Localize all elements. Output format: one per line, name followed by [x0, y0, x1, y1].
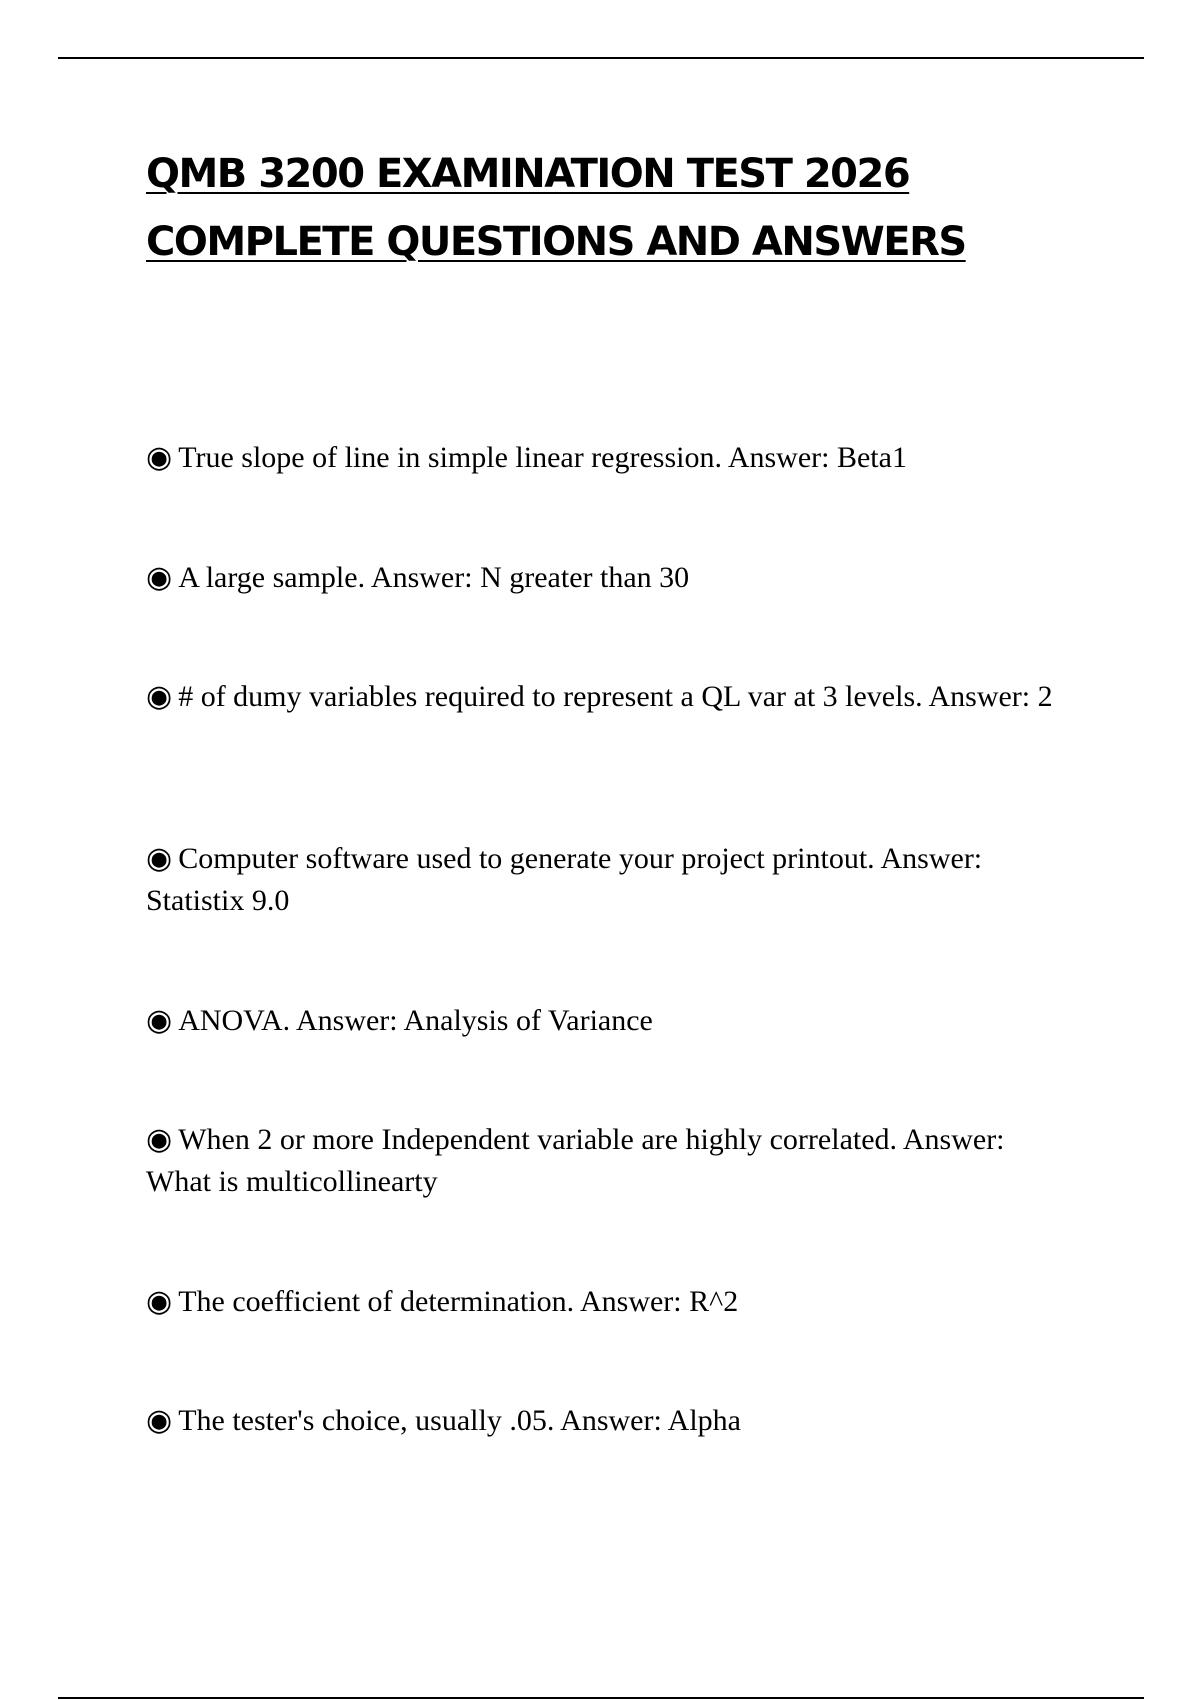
radio-bullet-icon: ◉	[146, 680, 173, 713]
radio-bullet-icon: ◉	[146, 561, 173, 594]
qa-item	[146, 437, 1076, 479]
radio-bullet-icon: ◉	[146, 1285, 173, 1318]
top-rule	[58, 57, 1144, 59]
qa-item-text: The tester's choice, usually .05. Answer: Alpha	[178, 1404, 741, 1437]
qa-item	[146, 1000, 1076, 1042]
qa-item	[146, 1400, 1076, 1442]
qa-item	[146, 676, 1076, 718]
qa-item	[146, 1119, 1076, 1203]
qa-item-text: When 2 or more Independent variable are highly correlated. Answer: What is multicollinearty	[146, 1123, 1005, 1198]
bottom-rule	[58, 1697, 1144, 1699]
qa-item-text: Computer software used to generate your project printout. Answer: Statistix 9.0	[146, 842, 983, 917]
qa-item-text: # of dumy variables required to represent a QL var at 3 levels. Answer: 2	[178, 680, 1053, 713]
title-line-1: QMB 3200 EXAMINATION TEST 2026	[146, 151, 910, 197]
radio-bullet-icon: ◉	[146, 1123, 173, 1156]
qa-item	[146, 557, 1076, 599]
qa-item	[146, 838, 1076, 922]
radio-bullet-icon: ◉	[146, 441, 173, 474]
qa-item-text: ANOVA. Answer: Analysis of Variance	[178, 1004, 653, 1037]
radio-bullet-icon: ◉	[146, 1404, 173, 1437]
qa-item-text: A large sample. Answer: N greater than 30	[178, 561, 690, 594]
document-title	[146, 140, 1146, 276]
title-line-2: COMPLETE QUESTIONS AND ANSWERS	[146, 219, 966, 265]
qa-item-text: The coefficient of determination. Answer: R^2	[178, 1285, 739, 1318]
radio-bullet-icon: ◉	[146, 1004, 173, 1037]
qa-item	[146, 1281, 1076, 1323]
radio-bullet-icon: ◉	[146, 842, 173, 875]
qa-item-text: True slope of line in simple linear regression. Answer: Beta1	[178, 441, 907, 474]
